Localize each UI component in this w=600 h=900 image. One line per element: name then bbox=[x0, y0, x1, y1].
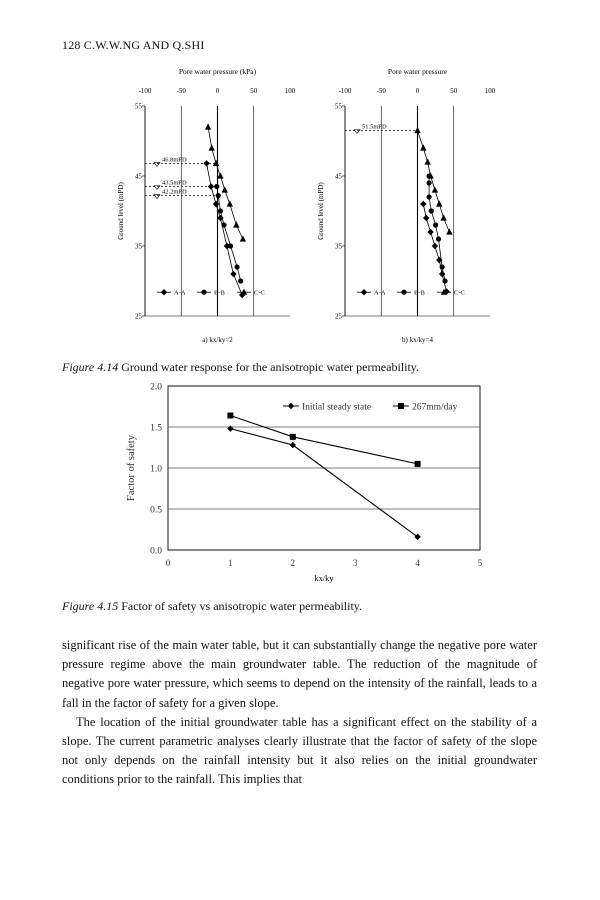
data-point bbox=[290, 434, 296, 440]
data-point bbox=[423, 215, 429, 221]
x-tick-label: -50 bbox=[176, 87, 186, 95]
series-line bbox=[207, 163, 243, 295]
legend-label: B-B bbox=[414, 289, 425, 297]
legend-entry bbox=[397, 290, 426, 297]
water-level-label: 43.5mPD bbox=[162, 179, 187, 187]
data-point bbox=[440, 214, 446, 220]
data-point bbox=[433, 222, 438, 227]
legend-label: A-A bbox=[374, 289, 386, 297]
legend-marker bbox=[288, 403, 294, 409]
y-tick-label: 35 bbox=[135, 242, 142, 251]
legend-entry bbox=[357, 289, 386, 297]
x-tick-label: 3 bbox=[352, 558, 358, 568]
series-267mm-day bbox=[227, 413, 420, 467]
y-tick-label: 25 bbox=[335, 312, 342, 321]
y-tick-label: 1.5 bbox=[150, 423, 162, 434]
data-point bbox=[214, 184, 219, 189]
series-line bbox=[208, 127, 243, 239]
legend-marker bbox=[401, 290, 406, 295]
y-tick-label: 0.0 bbox=[150, 546, 162, 557]
panel-title: Pore water pressure bbox=[387, 67, 448, 76]
x-tick-label: 0 bbox=[165, 558, 171, 568]
legend-entry bbox=[283, 403, 371, 413]
figure-4-15 bbox=[110, 378, 510, 598]
legend-entry bbox=[437, 289, 465, 297]
legend-marker bbox=[161, 289, 167, 295]
x-tick-label: 100 bbox=[284, 87, 296, 95]
data-point bbox=[203, 160, 209, 166]
y-tick-label: 45 bbox=[335, 172, 342, 181]
series-line bbox=[230, 416, 417, 464]
y-axis-label: Ground level (mPD) bbox=[117, 182, 125, 240]
water-table-icon bbox=[354, 130, 360, 134]
subfigure-label: a) kx/ky=2 bbox=[202, 336, 233, 344]
data-point bbox=[218, 208, 223, 213]
water-table-icon bbox=[154, 162, 160, 166]
data-point bbox=[415, 461, 421, 467]
fos-chart bbox=[126, 383, 483, 584]
fig14-panel-1 bbox=[117, 67, 296, 344]
data-point bbox=[427, 180, 432, 185]
y-tick-label: 25 bbox=[135, 312, 142, 321]
panel-title: Pore water pressure (kPa) bbox=[178, 67, 257, 76]
figure-4-14-caption-text: Ground water response for the anisotropic water permeability. bbox=[118, 360, 420, 374]
x-tick-label: 5 bbox=[477, 558, 483, 568]
legend-marker bbox=[398, 403, 404, 409]
data-point bbox=[432, 243, 438, 249]
x-tick-label: 2 bbox=[290, 558, 296, 568]
legend-label: A-A bbox=[174, 289, 186, 297]
paragraph-1: significant rise of the main water table, but it can substantially change the negative pore water pressure regime above the main groundwater table. The reduction of the magnitude of negative pore water pressure, which seems to depend on the intensity of the rainfall, leads to a fall in the factor of safety for a given slope. bbox=[62, 638, 537, 710]
x-tick-label: 0 bbox=[215, 87, 220, 95]
data-point bbox=[227, 425, 233, 431]
data-point bbox=[208, 183, 214, 189]
data-point bbox=[234, 264, 239, 269]
data-point bbox=[222, 186, 228, 192]
data-point bbox=[209, 144, 215, 150]
data-point bbox=[233, 221, 239, 227]
data-point bbox=[427, 229, 433, 235]
legend-label: B-B bbox=[214, 289, 225, 297]
data-point bbox=[238, 278, 243, 283]
data-point bbox=[446, 228, 452, 234]
body-text bbox=[62, 636, 537, 790]
data-point bbox=[429, 208, 434, 213]
x-tick-label: -50 bbox=[376, 87, 386, 95]
y-tick-label: 55 bbox=[335, 102, 342, 111]
data-point bbox=[240, 235, 246, 241]
y-tick-label: 35 bbox=[335, 242, 342, 251]
data-point bbox=[427, 194, 432, 199]
data-point bbox=[424, 158, 430, 164]
y-tick-label: 55 bbox=[135, 102, 142, 111]
series-b-b bbox=[214, 184, 243, 284]
data-point bbox=[420, 144, 426, 150]
series-line bbox=[230, 429, 417, 537]
water-table-icon bbox=[154, 195, 160, 199]
y-tick-label: 2.0 bbox=[150, 382, 162, 393]
y-axis-label: Factor of safety bbox=[126, 435, 137, 501]
figure-4-14-caption bbox=[62, 360, 419, 375]
paragraph-2: The location of the initial groundwater table has a significant effect on the stability of a slope. The current parametric analyses clearly illustrate that the factor of safety of the slope not only depends on the rainfall intensity but it also relies on the initial groundwater conditions prior to the rainfall. This implies that bbox=[62, 714, 537, 787]
data-point bbox=[213, 160, 219, 166]
data-point bbox=[432, 186, 438, 192]
y-axis-label: Ground level (mPD) bbox=[317, 182, 325, 240]
data-point bbox=[420, 201, 426, 207]
series-a-a bbox=[203, 160, 245, 298]
x-tick-label: 0 bbox=[415, 87, 420, 95]
data-point bbox=[436, 236, 441, 241]
fig14-panel-2 bbox=[317, 67, 496, 344]
figure-4-14-label: Figure 4.14 bbox=[62, 360, 119, 374]
legend-marker bbox=[361, 289, 367, 295]
x-tick-label: 100 bbox=[484, 87, 496, 95]
data-point bbox=[216, 193, 221, 198]
data-point bbox=[205, 123, 211, 129]
figure-4-15-label: Figure 4.15 bbox=[62, 599, 119, 613]
legend-entry bbox=[157, 289, 186, 297]
x-tick-label: -100 bbox=[338, 87, 352, 95]
data-point bbox=[440, 264, 445, 269]
water-level-label: 46.8mPD bbox=[162, 156, 187, 164]
data-point bbox=[213, 201, 219, 207]
data-point bbox=[230, 271, 236, 277]
x-tick-label: -100 bbox=[138, 87, 152, 95]
data-point bbox=[227, 200, 233, 206]
data-point bbox=[442, 278, 447, 283]
figure-4-15-caption bbox=[62, 599, 362, 614]
legend-entry bbox=[197, 290, 226, 297]
water-table-icon bbox=[154, 186, 160, 190]
x-tick-label: 50 bbox=[450, 87, 458, 95]
series-initial-steady-state bbox=[227, 425, 421, 540]
y-tick-label: 45 bbox=[135, 172, 142, 181]
legend-marker bbox=[241, 289, 247, 295]
water-level-label: 51.5mPD bbox=[362, 123, 387, 131]
x-tick-label: 4 bbox=[415, 558, 420, 568]
figure-4-14 bbox=[100, 62, 510, 362]
x-axis-label: kx/ky bbox=[314, 573, 334, 583]
data-point bbox=[436, 200, 442, 206]
legend-marker bbox=[201, 290, 206, 295]
data-point bbox=[228, 243, 233, 248]
x-tick-label: 1 bbox=[228, 558, 233, 568]
data-point bbox=[414, 127, 420, 133]
legend-label: 267mm/day bbox=[412, 402, 458, 413]
data-point bbox=[227, 413, 233, 419]
x-tick-label: 50 bbox=[250, 87, 258, 95]
y-tick-label: 0.5 bbox=[150, 505, 162, 516]
figure-4-15-caption-text: Factor of safety vs anisotropic water permeability. bbox=[118, 599, 363, 613]
y-tick-label: 1.0 bbox=[150, 464, 162, 475]
legend-label: C-C bbox=[454, 289, 465, 297]
legend-label: C-C bbox=[254, 289, 265, 297]
legend-label: Initial steady state bbox=[302, 402, 372, 413]
water-level-label: 42.2mPD bbox=[162, 188, 187, 196]
page-header: 128 C.W.W.NG AND Q.SHI bbox=[62, 38, 205, 52]
subfigure-label: b) kx/ky=4 bbox=[402, 336, 433, 344]
legend-entry bbox=[393, 403, 458, 413]
data-point bbox=[221, 222, 226, 227]
data-point bbox=[217, 172, 223, 178]
